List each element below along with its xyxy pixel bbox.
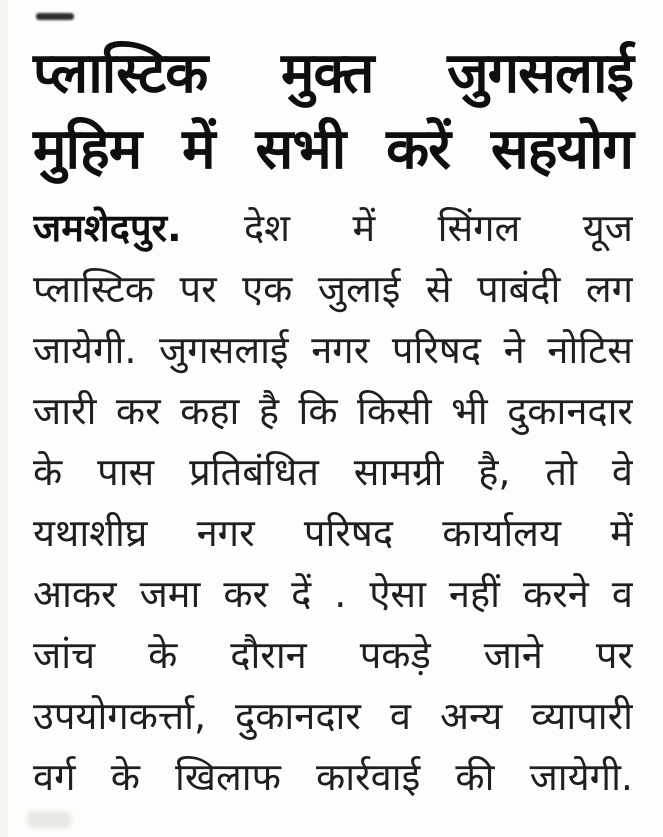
scan-edge-strip xyxy=(0,0,8,837)
article-headline xyxy=(33,36,633,188)
news-article xyxy=(33,36,633,808)
body-line xyxy=(33,198,633,259)
body-line: यथाशीघ्र नगर परिषद कार्यालय में xyxy=(33,511,633,555)
body-line: आकर जमा कर दें . ऐसा नहीं करने व xyxy=(33,572,633,616)
body-line: जायेगी. जुगसलाई नगर परिषद ने नोटिस xyxy=(33,328,633,372)
scan-artifact-bottom xyxy=(27,811,71,828)
body-line: जांच के दौरान पकड़े जाने पर xyxy=(33,633,633,677)
body-line: जारी कर कहा है कि किसी भी दुकानदार xyxy=(33,389,633,433)
body-line-text: देश में सिंगल यूज xyxy=(243,206,633,250)
headline-line-2: मुहिम में सभी करें सहयोग xyxy=(33,117,633,182)
body-line: वर्ग के खिलाफ कार्रवाई की जायेगी. xyxy=(33,755,633,799)
article-body xyxy=(33,198,633,808)
headline-line-1: प्लास्टिक मुक्त जुगसलाई xyxy=(33,41,633,106)
body-line: के पास प्रतिबंधित सामग्री है, तो वे xyxy=(33,450,633,494)
body-line: प्लास्टिक पर एक जुलाई से पाबंदी लग xyxy=(33,267,633,311)
scan-artifact-top xyxy=(36,13,74,20)
dateline: जमशेदपुर. xyxy=(33,206,182,250)
body-line: उपयोगकर्त्ता, दुकानदार व अन्य व्यापारी xyxy=(33,694,633,738)
